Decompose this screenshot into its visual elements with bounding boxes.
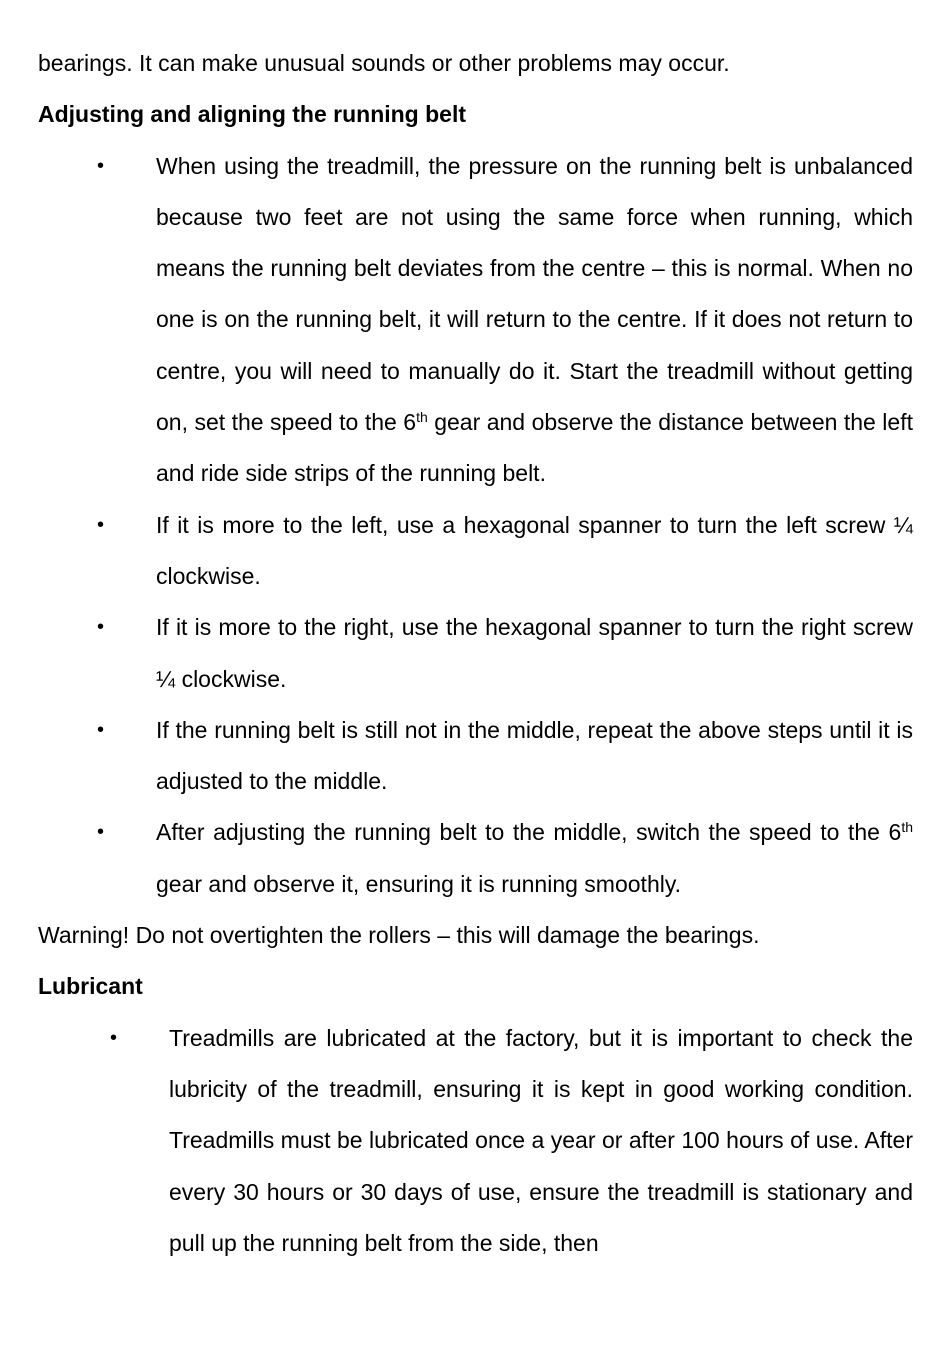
list-item-text: When using the treadmill, the pressure on the running belt is unbalanced because two feet are not using the same force when running, which means the running belt deviates from the centre – this is normal. When no one is on the running belt, it will return to the centre. If it does not return to centre, you will need to manually do it. Start the treadmill without getting on, set the speed to the 6 [156, 152, 913, 436]
list-item-text: If the running belt is still not in the middle, repeat the above steps until it is adjusted to the middle. [156, 716, 913, 795]
bullet-icon: • [97, 821, 105, 844]
list-item [38, 602, 913, 705]
lubricant-list [38, 1013, 913, 1269]
list-item [38, 500, 913, 603]
list-item-text: gear and observe it, ensuring it is running smoothly. [156, 870, 682, 897]
list-item-text: gear and observe the distance between the left and ride side strips of the running belt. [156, 409, 913, 487]
list-item-text: Treadmills are lubricated at the factory, but it is important to check the lubricity of the treadmill, ensuring it is kept in good working condition. Treadmills must be lubricated once a year or after 100 hours of use. After every 30 hours or 30 days of use, ensure the treadmill is stationary and pull up the running belt from the side, then [169, 1024, 913, 1256]
bullet-icon: • [97, 616, 105, 639]
bullet-icon: • [110, 1026, 118, 1049]
warning-text: Warning! Do not overtighten the rollers – this will damage the bearings. [38, 922, 760, 949]
bullet-icon: • [97, 513, 105, 536]
list-item [38, 705, 913, 808]
list-item [38, 141, 913, 500]
list-item-text: After adjusting the running belt to the middle, switch the speed to the 6 [156, 819, 902, 846]
bullet-icon: • [97, 154, 105, 177]
list-item [38, 807, 913, 910]
list-item-text: If it is more to the left, use a hexagonal spanner to turn the left screw ¼ clockwise. [156, 511, 913, 589]
document-page [38, 38, 913, 1269]
section-heading-lubricant: Lubricant [38, 973, 143, 1000]
superscript: th [901, 819, 913, 836]
intro-line: bearings. It can make unusual sounds or other problems may occur. [38, 50, 730, 76]
list-item [38, 1013, 913, 1269]
bullet-icon: • [97, 718, 105, 741]
list-item-text: If it is more to the right, use the hexagonal spanner to turn the right screw ¼ clockwise. [156, 614, 913, 692]
section-heading-belt: Adjusting and aligning the running belt [38, 101, 467, 128]
belt-steps-list [38, 141, 913, 910]
superscript: th [416, 409, 428, 426]
